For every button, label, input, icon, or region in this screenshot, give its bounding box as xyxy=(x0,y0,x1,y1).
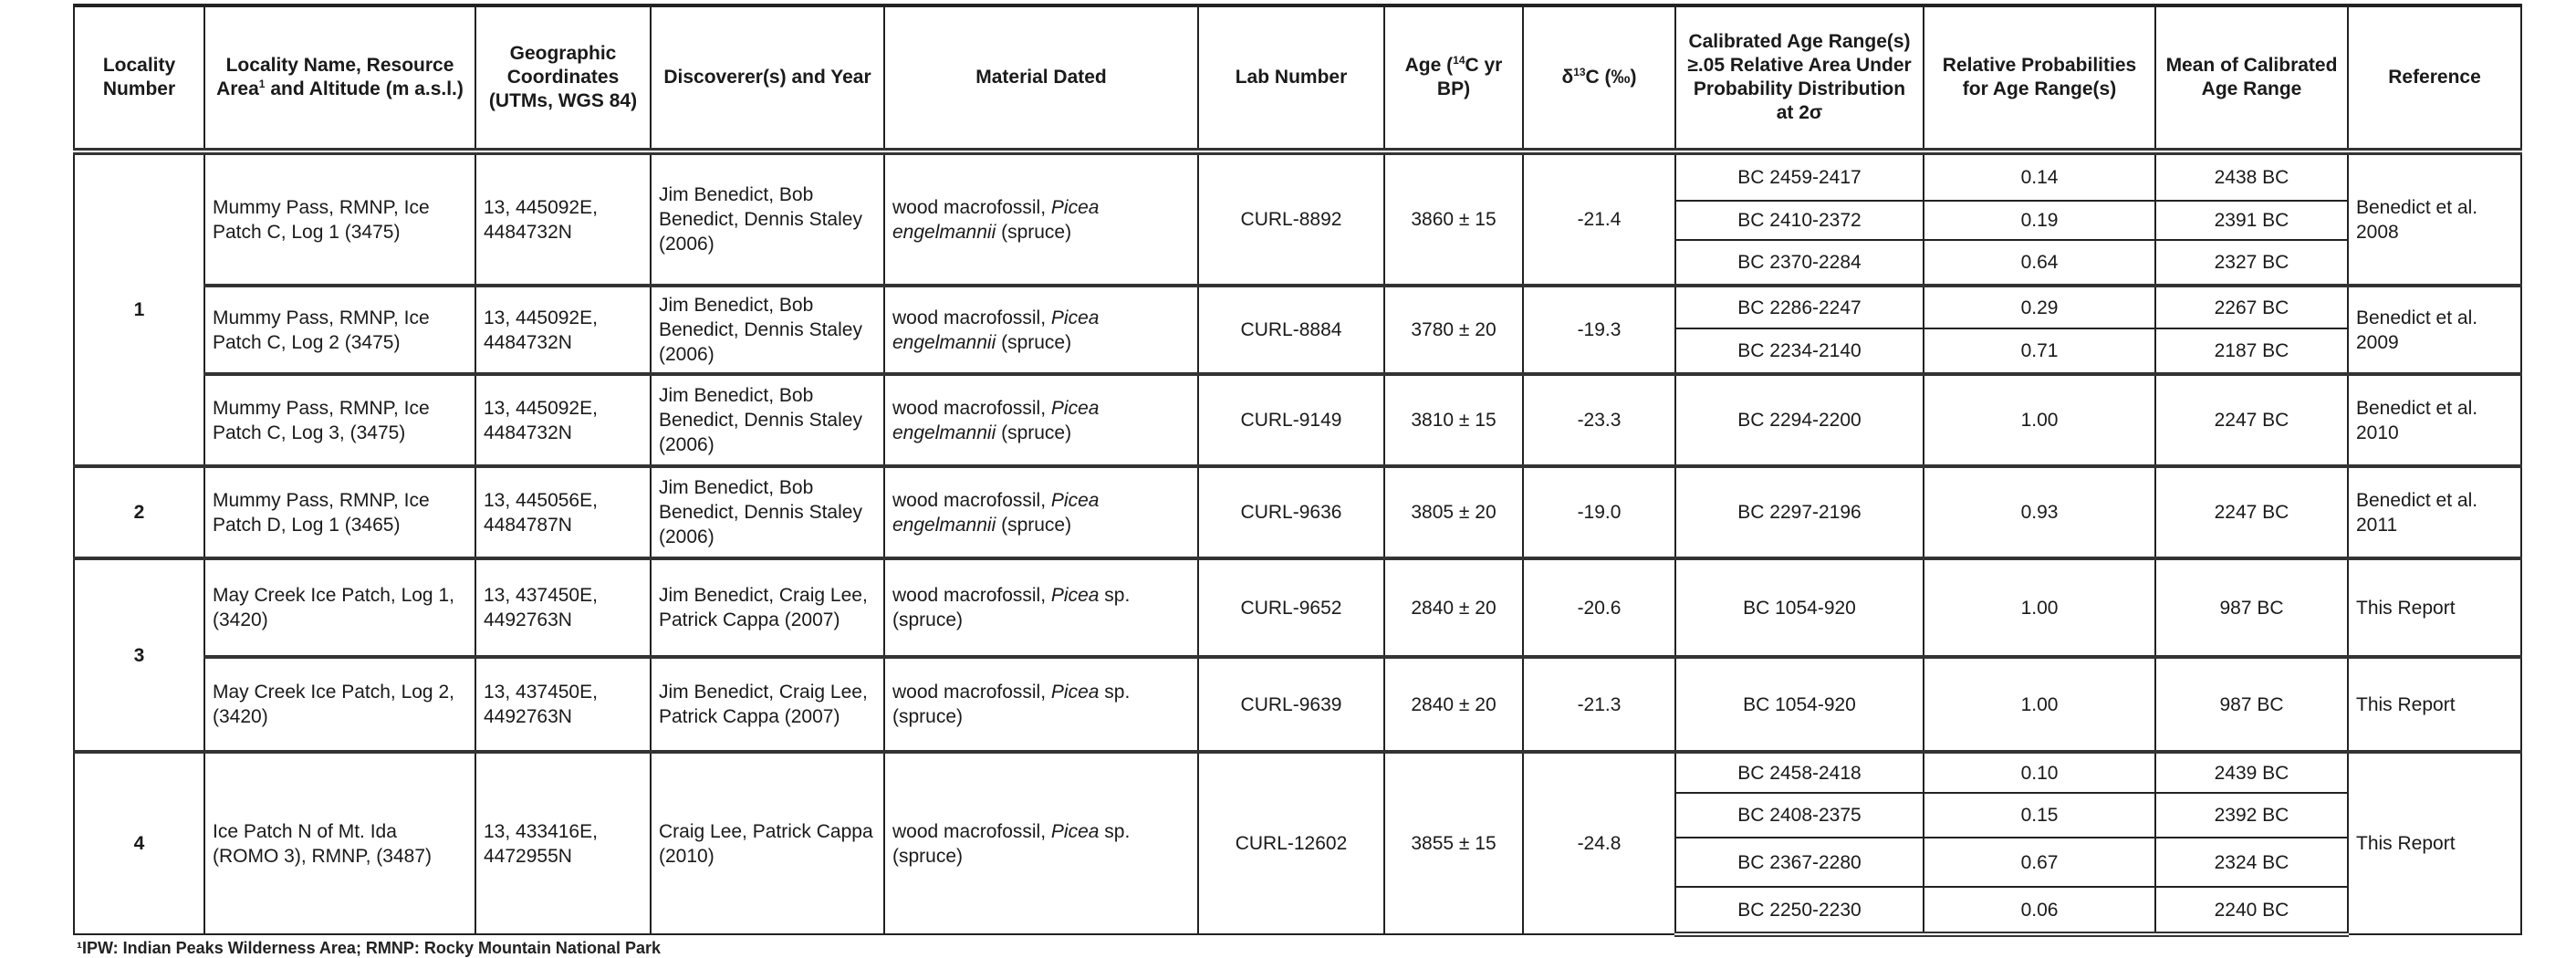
mean-calibrated-age: 2439 BC xyxy=(2155,752,2348,793)
material-text: sp. (spruce) xyxy=(892,820,1131,867)
table-row xyxy=(74,286,2521,328)
header-mean-calibrated-age: Mean of Calibrated Age Range xyxy=(2155,5,2348,151)
taxon-name: Picea engelmannii xyxy=(892,307,1100,353)
mean-calibrated-age: 2240 BC xyxy=(2155,887,2348,934)
reference: Benedict et al. 2008 xyxy=(2348,151,2521,286)
header-lab-number: Lab Number xyxy=(1198,5,1384,151)
header-locality-number: Locality Number xyxy=(74,5,204,151)
d13c-value: -20.6 xyxy=(1523,558,1675,657)
reference: This Report xyxy=(2348,558,2521,657)
material-dated xyxy=(884,657,1198,752)
lab-number: CURL-8884 xyxy=(1198,286,1384,374)
coordinates: 13, 433416E, 4472955N xyxy=(475,752,651,934)
lab-number: CURL-9639 xyxy=(1198,657,1384,752)
header-text: and Altitude (m a.s.l.) xyxy=(265,78,464,99)
reference: Benedict et al. 2010 xyxy=(2348,374,2521,466)
d13c-value: -19.0 xyxy=(1523,466,1675,558)
calibrated-range: BC 2297-2196 xyxy=(1675,466,1924,558)
relative-probability: 0.71 xyxy=(1924,328,2155,374)
calibrated-range: BC 2294-2200 xyxy=(1675,374,1924,466)
radiocarbon-age: 3855 ± 15 xyxy=(1384,752,1523,934)
lab-number: CURL-12602 xyxy=(1198,752,1384,934)
mean-calibrated-age: 2392 BC xyxy=(2155,793,2348,838)
header-coordinates: Geographic Coordinates (UTMs, WGS 84) xyxy=(475,5,651,151)
mean-calibrated-age: 2267 BC xyxy=(2155,286,2348,328)
header-discoverer: Discoverer(s) and Year xyxy=(651,5,884,151)
calibrated-range: BC 2234-2140 xyxy=(1675,328,1924,374)
relative-probability: 0.10 xyxy=(1924,752,2155,793)
material-dated xyxy=(884,752,1198,934)
mean-calibrated-age: 2391 BC xyxy=(2155,201,2348,240)
d13c-value: -21.4 xyxy=(1523,151,1675,286)
superscript: 14 xyxy=(1453,54,1465,67)
radiocarbon-age: 3860 ± 15 xyxy=(1384,151,1523,286)
radiocarbon-age: 3780 ± 20 xyxy=(1384,286,1523,374)
material-text: sp. (spruce) xyxy=(892,682,1131,727)
header-d13c xyxy=(1523,5,1675,151)
locality-number: 3 xyxy=(74,558,204,752)
material-text: (spruce) xyxy=(996,422,1072,443)
calibrated-range: BC 1054-920 xyxy=(1675,657,1924,752)
discoverer: Jim Benedict, Craig Lee, Patrick Cappa (2007) xyxy=(651,558,884,657)
calibrated-range: BC 2367-2280 xyxy=(1675,838,1924,887)
radiocarbon-age: 2840 ± 20 xyxy=(1384,558,1523,657)
reference: This Report xyxy=(2348,657,2521,752)
material-text: wood macrofossil, xyxy=(892,820,1051,842)
lab-number: CURL-8892 xyxy=(1198,151,1384,286)
lab-number: CURL-9652 xyxy=(1198,558,1384,657)
mean-calibrated-age: 2324 BC xyxy=(2155,838,2348,887)
mean-calibrated-age: 2187 BC xyxy=(2155,328,2348,374)
material-dated xyxy=(884,466,1198,558)
material-text: (spruce) xyxy=(996,221,1072,243)
header-row xyxy=(74,5,2521,151)
taxon-name: Picea engelmannii xyxy=(892,397,1100,443)
discoverer: Jim Benedict, Bob Benedict, Dennis Staley (2006) xyxy=(651,466,884,558)
radiocarbon-age: 3810 ± 15 xyxy=(1384,374,1523,466)
locality-number: 2 xyxy=(74,466,204,558)
taxon-name: Picea engelmannii xyxy=(892,489,1100,536)
header-text: Locality Name, Resource Area xyxy=(216,55,454,99)
table-row xyxy=(74,558,2521,657)
material-dated xyxy=(884,151,1198,286)
relative-probability: 0.19 xyxy=(1924,201,2155,240)
calibrated-range: BC 2370-2284 xyxy=(1675,240,1924,286)
radiocarbon-age: 2840 ± 20 xyxy=(1384,657,1523,752)
material-text: (spruce) xyxy=(996,514,1072,536)
reference: Benedict et al. 2009 xyxy=(2348,286,2521,374)
coordinates: 13, 445092E, 4484732N xyxy=(475,151,651,286)
footnote-marker: 1 xyxy=(258,78,266,90)
locality-number: 4 xyxy=(74,752,204,934)
table-row xyxy=(74,374,2521,466)
material-text: wood macrofossil, xyxy=(892,307,1051,328)
material-dated xyxy=(884,374,1198,466)
locality-number: 1 xyxy=(74,151,204,466)
header-locality-name xyxy=(204,5,475,151)
table-row xyxy=(74,151,2521,201)
table-row xyxy=(74,657,2521,752)
lab-number: CURL-9149 xyxy=(1198,374,1384,466)
relative-probability: 0.06 xyxy=(1924,887,2155,934)
taxon-name: Picea xyxy=(1050,820,1100,842)
mean-calibrated-age: 987 BC xyxy=(2155,558,2348,657)
d13c-value: -24.8 xyxy=(1523,752,1675,934)
taxon-name: Picea xyxy=(1050,585,1100,606)
relative-probability: 0.15 xyxy=(1924,793,2155,838)
reference: This Report xyxy=(2348,752,2521,934)
mean-calibrated-age: 2247 BC xyxy=(2155,374,2348,466)
table-row xyxy=(74,752,2521,793)
material-text: (spruce) xyxy=(996,331,1072,353)
locality-name: Mummy Pass, RMNP, Ice Patch C, Log 1 (3475) xyxy=(204,151,475,286)
mean-calibrated-age: 2247 BC xyxy=(2155,466,2348,558)
mean-calibrated-age: 2438 BC xyxy=(2155,151,2348,201)
relative-probability: 1.00 xyxy=(1924,558,2155,657)
header-calibrated-range: Calibrated Age Range(s) ≥.05 Relative Area Under Probability Distribution at 2σ xyxy=(1675,5,1924,151)
mean-calibrated-age: 2327 BC xyxy=(2155,240,2348,286)
discoverer: Jim Benedict, Craig Lee, Patrick Cappa (2007) xyxy=(651,657,884,752)
material-text: sp. (spruce) xyxy=(892,585,1131,630)
table-row xyxy=(74,466,2521,558)
coordinates: 13, 445056E, 4484787N xyxy=(475,466,651,558)
discoverer: Craig Lee, Patrick Cappa (2010) xyxy=(651,752,884,934)
calibrated-range: BC 2410-2372 xyxy=(1675,201,1924,240)
radiocarbon-age: 3805 ± 20 xyxy=(1384,466,1523,558)
discoverer: Jim Benedict, Bob Benedict, Dennis Staley (2006) xyxy=(651,151,884,286)
header-reference: Reference xyxy=(2348,5,2521,151)
locality-name: Mummy Pass, RMNP, Ice Patch C, Log 3, (3475) xyxy=(204,374,475,466)
discoverer: Jim Benedict, Bob Benedict, Dennis Staley (2006) xyxy=(651,286,884,374)
relative-probability: 1.00 xyxy=(1924,374,2155,466)
superscript: 13 xyxy=(1573,66,1586,78)
material-dated xyxy=(884,558,1198,657)
locality-name: Mummy Pass, RMNP, Ice Patch D, Log 1 (3465) xyxy=(204,466,475,558)
radiocarbon-dates-table xyxy=(73,4,2522,937)
locality-name: May Creek Ice Patch, Log 2, (3420) xyxy=(204,657,475,752)
d13c-value: -21.3 xyxy=(1523,657,1675,752)
d13c-value: -19.3 xyxy=(1523,286,1675,374)
calibrated-range: BC 1054-920 xyxy=(1675,558,1924,657)
material-text: wood macrofossil, xyxy=(892,682,1051,703)
calibrated-range: BC 2408-2375 xyxy=(1675,793,1924,838)
header-text: δ xyxy=(1561,67,1574,88)
table-body xyxy=(74,151,2521,934)
coordinates: 13, 437450E, 4492763N xyxy=(475,558,651,657)
material-dated xyxy=(884,286,1198,374)
header-material: Material Dated xyxy=(884,5,1198,151)
relative-probability: 0.14 xyxy=(1924,151,2155,201)
material-text: wood macrofossil, xyxy=(892,397,1051,419)
material-text: wood macrofossil, xyxy=(892,585,1051,606)
header-text: C (‰) xyxy=(1585,67,1637,88)
header-age xyxy=(1384,5,1523,151)
locality-name: Mummy Pass, RMNP, Ice Patch C, Log 2 (3475) xyxy=(204,286,475,374)
relative-probability: 0.93 xyxy=(1924,466,2155,558)
coordinates: 13, 437450E, 4492763N xyxy=(475,657,651,752)
calibrated-range: BC 2458-2418 xyxy=(1675,752,1924,793)
relative-probability: 0.64 xyxy=(1924,240,2155,286)
d13c-value: -23.3 xyxy=(1523,374,1675,466)
relative-probability: 0.67 xyxy=(1924,838,2155,887)
footnote: ¹IPW: Indian Peaks Wilderness Area; RMNP: Rocky Mountain National Park xyxy=(77,939,661,957)
calibrated-range: BC 2250-2230 xyxy=(1675,887,1924,934)
relative-probability: 0.29 xyxy=(1924,286,2155,328)
taxon-name: Picea engelmannii xyxy=(892,196,1100,243)
discoverer: Jim Benedict, Bob Benedict, Dennis Staley (2006) xyxy=(651,374,884,466)
header-relative-probability: Relative Probabilities for Age Range(s) xyxy=(1924,5,2155,151)
calibrated-range: BC 2286-2247 xyxy=(1675,286,1924,328)
taxon-name: Picea xyxy=(1050,682,1100,703)
header-text: Age ( xyxy=(1404,55,1454,76)
material-text: wood macrofossil, xyxy=(892,196,1051,218)
header-text: C yr BP) xyxy=(1436,55,1503,99)
reference: Benedict et al. 2011 xyxy=(2348,466,2521,558)
mean-calibrated-age: 987 BC xyxy=(2155,657,2348,752)
locality-name: May Creek Ice Patch, Log 1, (3420) xyxy=(204,558,475,657)
locality-name: Ice Patch N of Mt. Ida (ROMO 3), RMNP, (3487) xyxy=(204,752,475,934)
coordinates: 13, 445092E, 4484732N xyxy=(475,374,651,466)
coordinates: 13, 445092E, 4484732N xyxy=(475,286,651,374)
lab-number: CURL-9636 xyxy=(1198,466,1384,558)
calibrated-range: BC 2459-2417 xyxy=(1675,151,1924,201)
material-text: wood macrofossil, xyxy=(892,489,1051,511)
relative-probability: 1.00 xyxy=(1924,657,2155,752)
